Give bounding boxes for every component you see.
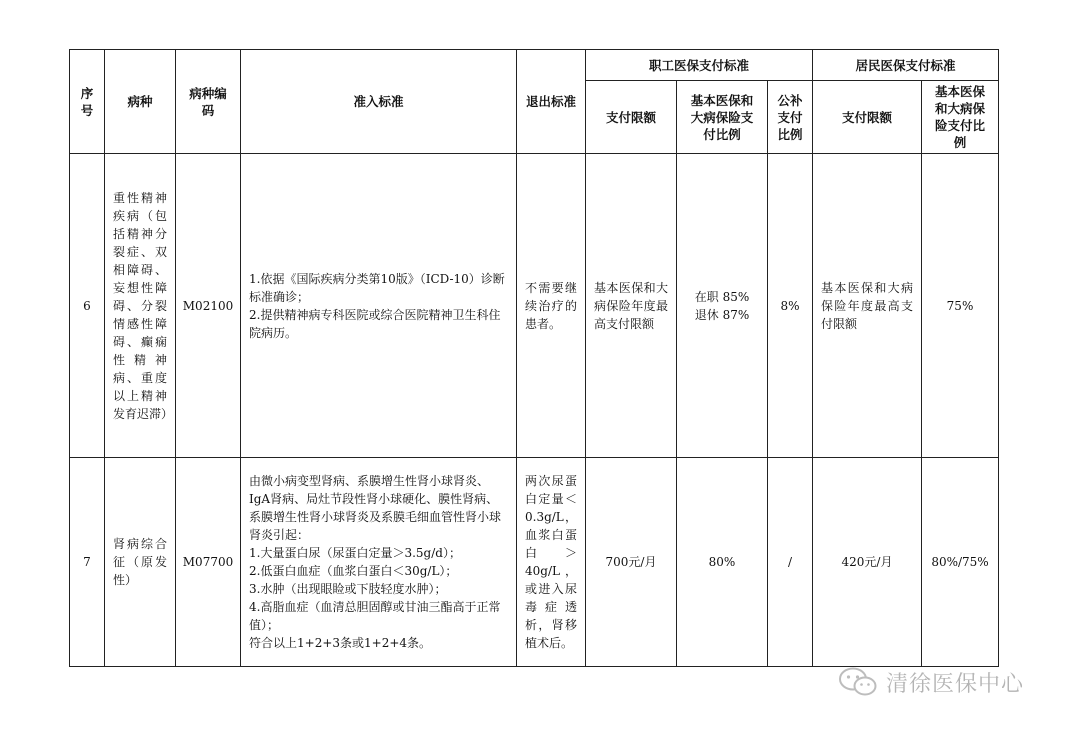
header-resident-group: 居民医保支付标准	[813, 50, 999, 81]
header-row-1	[70, 50, 999, 81]
watermark	[838, 666, 1024, 698]
header-emp-subsidy: 公补支付比例	[768, 81, 813, 154]
row-admission: 1.依据《国际疾病分类第10版》（ICD-10）诊断标准确诊； 2.提供精神病专科医院或综合医院精神卫生科住院病历。	[241, 154, 517, 458]
row-emp-ratio: 在职 85% 退休 87%	[677, 154, 768, 458]
row-disease: 肾病综合征（原发性）	[105, 458, 176, 667]
header-admission: 准入标准	[241, 50, 517, 154]
payment-standard-table	[69, 49, 999, 667]
row-emp-subsidy: 8%	[768, 154, 813, 458]
header-res-limit: 支付限额	[813, 81, 922, 154]
row-emp-limit: 700元/月	[586, 458, 677, 667]
row-res-limit: 基本医保和大病保险年度最高支付限额	[813, 154, 922, 458]
header-code: 病种编码	[176, 50, 241, 154]
row-emp-subsidy: /	[768, 458, 813, 667]
row-seq: 6	[70, 154, 105, 458]
row-disease: 重性精神疾病（包括精神分裂症、双相障碍、妄想性障碍、分裂情感性障碍、癫痫性精神病、重度以上精神发育迟滞）	[105, 154, 176, 458]
header-exit: 退出标准	[517, 50, 586, 154]
row-admission: 由微小病变型肾病、系膜增生性肾小球肾炎、IgA肾病、局灶节段性肾小球硬化、膜性肾病、系膜增生性肾小球肾炎及系膜毛细血管性肾小球肾炎引起： 1.大量蛋白尿（尿蛋白定量＞3.5g/d）； 2.低蛋白血症（血浆白蛋白＜30g/L）； 3.水肿（出现眼睑或下肢轻度水肿）； 4.高脂血症（血清总胆固醇或甘油三酯高于正常值）； 符合以上1+2+3条或1+2+4条。	[241, 458, 517, 667]
row-seq: 7	[70, 458, 105, 667]
row-code: M02100	[176, 154, 241, 458]
watermark-text: 清徐医保中心	[886, 671, 1025, 697]
header-res-ratio: 基本医保和大病保险支付比例	[922, 81, 999, 154]
row-res-ratio: 75%	[922, 154, 999, 458]
row-emp-limit: 基本医保和大病保险年度最高支付限额	[586, 154, 677, 458]
row-code: M07700	[176, 458, 241, 667]
table-row	[70, 154, 999, 458]
header-disease: 病种	[105, 50, 176, 154]
row-emp-ratio: 80%	[677, 458, 768, 667]
header-employee-group: 职工医保支付标准	[586, 50, 813, 81]
header-emp-limit: 支付限额	[586, 81, 677, 154]
table-row	[70, 458, 999, 667]
wechat-icon	[838, 666, 878, 698]
row-exit: 两次尿蛋白定量＜0.3g/L，血浆白蛋白 ＞ 40g/L，或进入尿毒症透析，肾移植术后。	[517, 458, 586, 667]
row-res-ratio: 80%/75%	[922, 458, 999, 667]
row-exit: 不需要继续治疗的患者。	[517, 154, 586, 458]
header-emp-ratio: 基本医保和大病保险支付比例	[677, 81, 768, 154]
row-res-limit: 420元/月	[813, 458, 922, 667]
header-seq: 序号	[70, 50, 105, 154]
